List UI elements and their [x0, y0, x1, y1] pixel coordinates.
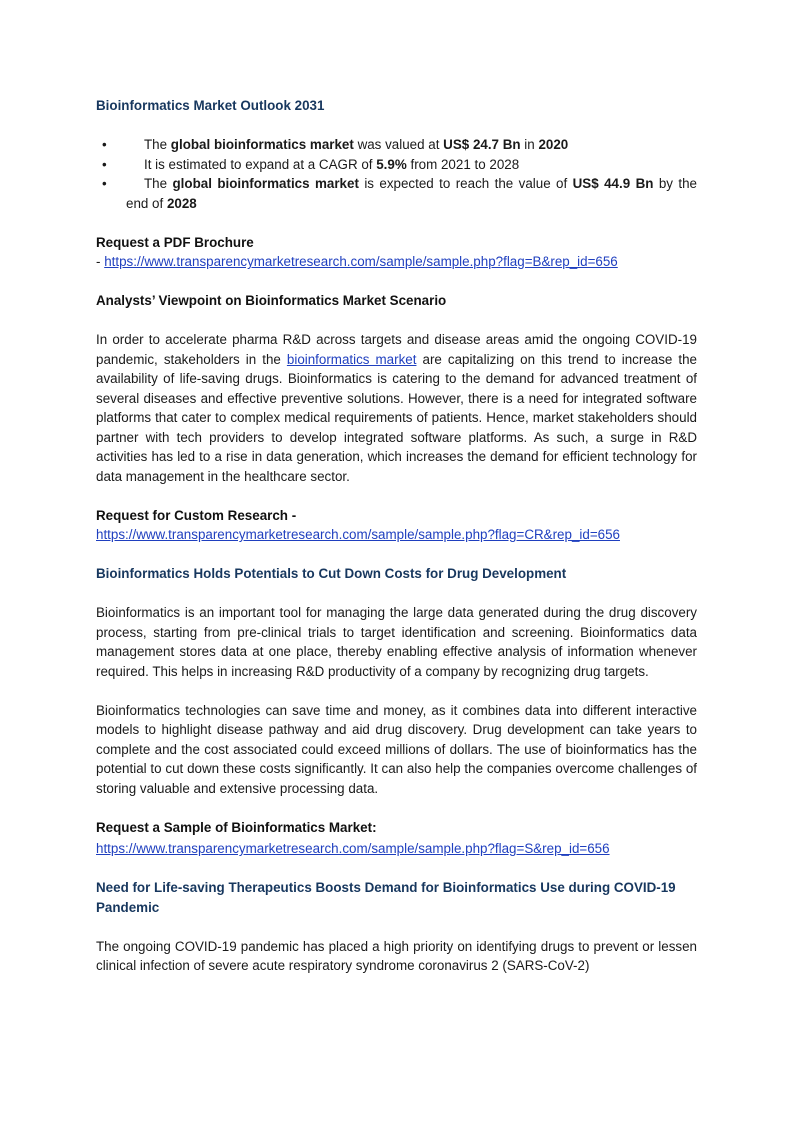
list-item: • The global bioinformatics market was valued at US$ 24.7 Bn in 2020 [96, 135, 697, 155]
document-page [96, 96, 697, 976]
sample-request-line [96, 839, 697, 859]
pdf-brochure-heading: Request a PDF Brochure [96, 234, 254, 250]
pdf-brochure-link[interactable]: https://www.transparencymarketresearch.com/sample/sample.php?flag=B&rep_id=656 [104, 254, 618, 269]
list-item: • The global bioinformatics market is expected to reach the value of US$ 44.9 Bn by the end of 2028 [102, 176, 697, 211]
sample-request-heading: Request a Sample of Bioinformatics Market: [96, 819, 377, 835]
custom-research-heading: Request for Custom Research - [96, 507, 297, 523]
bullet-icon: • [102, 137, 107, 152]
analysts-viewpoint-heading: Analysts’ Viewpoint on Bioinformatics Market Scenario [96, 293, 447, 308]
analysts-viewpoint-paragraph: In order to accelerate pharma R&D across targets and disease areas amid the ongoing COVID-19 pandemic, stakeholders in the bioinformatics market are capitalizing on this trend to increase the availability of life-saving drugs. Bioinformatics is catering to the demand for advanced treatment of several diseases and effective preventive solutions. However, there is a need for integrated software platforms that cater to complex medical requirements of patients. Hence, market stakeholders should partner with tech providers to develop integrated software platforms. As such, a surge in R&D activities has led to a rise in data generation, which increases the demand for efficient technology for data management in the healthcare sector. [96, 332, 698, 484]
cost-section-paragraph-2: Bioinformatics technologies can save time and money, as it combines data into different interactive models to highlight disease pathway and aid drug discovery. Drug development can take years to complete and the cost associated could exceed millions of dollars. The use of bioinformatics has the potential to cut down these costs significantly. It can also help the companies overcome challenges of storing valuable and extensive processing data. [96, 702, 697, 796]
key-facts-list [96, 135, 697, 213]
covid-section-heading: Need for Life-saving Therapeutics Boosts Demand for Bioinformatics Use during COVID-19 Pandemic [96, 880, 676, 915]
custom-research-line [96, 525, 697, 545]
cost-section-paragraph-1: Bioinformatics is an important tool for managing the large data generated during the drug discovery process, starting from pre-clinical trials to target identification and screening. Bioinformatics data management stores data at one place, thereby enabling effective analysis of information whenever required. This helps in increasing R&D productivity of a company by recognizing drug targets. [96, 605, 697, 679]
list-item: • It is estimated to expand at a CAGR of 5.9% from 2021 to 2028 [96, 155, 697, 175]
cost-section-heading: Bioinformatics Holds Potentials to Cut Down Costs for Drug Development [96, 566, 567, 581]
custom-research-link[interactable]: https://www.transparencymarketresearch.com/sample/sample.php?flag=CR&rep_id=656 [96, 527, 620, 542]
covid-section-paragraph: The ongoing COVID-19 pandemic has placed a high priority on identifying drugs to prevent or lessen clinical infection of severe acute respiratory syndrome coronavirus 2 (SARS-CoV-2) [96, 938, 697, 973]
pdf-brochure-line: - https://www.transparencymarketresearch.com/sample/sample.php?flag=B&rep_id=656 [96, 254, 618, 269]
document-title: Bioinformatics Market Outlook 2031 [96, 98, 325, 113]
sample-request-link[interactable]: https://www.transparencymarketresearch.com/sample/sample.php?flag=S&rep_id=656 [96, 841, 610, 856]
bioinformatics-market-link[interactable]: bioinformatics market [286, 351, 417, 367]
bullet-icon: • [102, 156, 107, 172]
bullet-icon: • [102, 176, 107, 191]
